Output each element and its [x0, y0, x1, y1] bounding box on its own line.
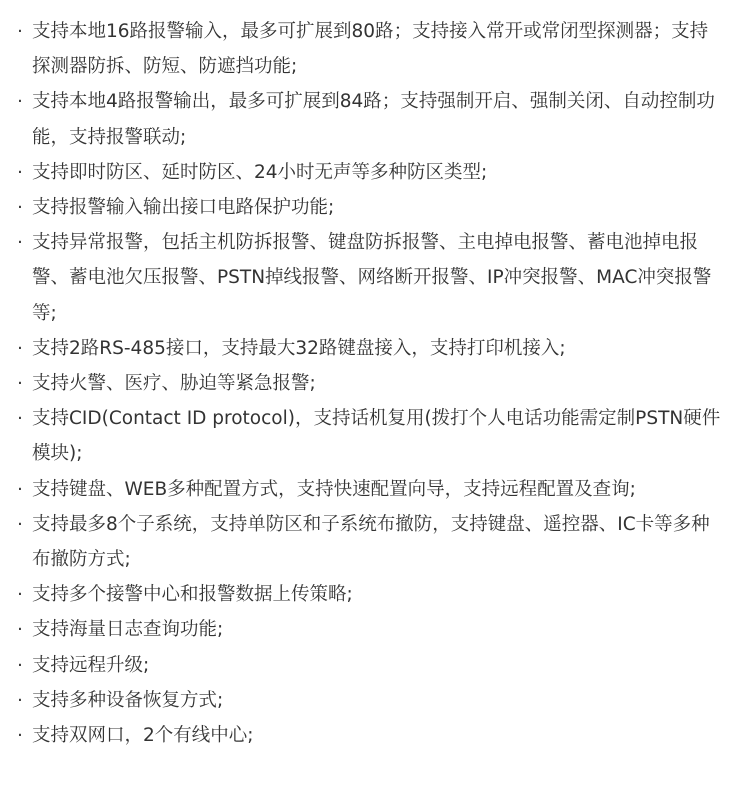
- feature-item: [12, 683, 726, 718]
- feature-item: [12, 718, 726, 753]
- bullet-icon: ·: [17, 478, 23, 500]
- feature-text: 支持报警输入输出接口电路保护功能;: [32, 197, 335, 219]
- feature-item: [12, 507, 726, 577]
- feature-item: [12, 84, 726, 154]
- feature-item: [12, 190, 726, 225]
- bullet-icon: ·: [17, 21, 23, 42]
- feature-item: [12, 366, 726, 401]
- feature-item: [12, 648, 726, 683]
- feature-text: 支持本地16路报警输入，最多可扩展到80路；支持接入常开或常闭型探测器；支持探测器防拆、防短、防遮挡功能;: [32, 21, 709, 78]
- feature-text: 支持本地4路报警输出，最多可扩展到84路；支持强制开启、强制关闭、自动控制功能，支持报警联动;: [32, 91, 715, 148]
- feature-item: [12, 612, 726, 647]
- bullet-icon: ·: [17, 337, 23, 359]
- feature-text: 支持CID(Contact ID protocol)，支持话机复用(拨打个人电话功能需定制PSTN硬件模块);: [32, 408, 721, 465]
- feature-item: [12, 14, 726, 84]
- bullet-icon: ·: [17, 513, 23, 535]
- bullet-icon: ·: [17, 619, 23, 641]
- bullet-icon: ·: [17, 584, 23, 606]
- feature-text: 支持最多8个子系统，支持单防区和子系统布撤防，支持键盘、遥控器、IC卡等多种布撤防方式;: [32, 513, 710, 571]
- feature-text: 支持异常报警，包括主机防拆报警、键盘防拆报警、主电掉电报警、蓄电池掉电报警、蓄电池欠压报警、PSTN掉线报警、网络断开报警、IP冲突报警、MAC冲突报警等;: [32, 232, 712, 324]
- feature-text: 支持多种设备恢复方式;: [32, 689, 224, 711]
- bullet-icon: ·: [17, 373, 23, 395]
- bullet-icon: ·: [17, 161, 23, 183]
- feature-text: 支持火警、医疗、胁迫等紧急报警;: [32, 373, 316, 395]
- feature-item: [12, 577, 726, 612]
- feature-text: 支持双网口，2个有线中心;: [32, 725, 254, 747]
- feature-item: [12, 331, 726, 366]
- bullet-icon: ·: [17, 689, 23, 711]
- feature-text: 支持远程升级;: [32, 654, 150, 676]
- feature-item: [12, 225, 726, 331]
- bullet-icon: ·: [17, 654, 23, 676]
- feature-text: 支持键盘、WEB多种配置方式，支持快速配置向导，支持远程配置及查询;: [32, 478, 636, 500]
- bullet-icon: ·: [17, 91, 23, 113]
- feature-text: 支持多个接警中心和报警数据上传策略;: [32, 584, 353, 606]
- feature-item: [12, 472, 726, 507]
- bullet-icon: ·: [17, 232, 23, 254]
- bullet-icon: ·: [17, 197, 23, 219]
- feature-text: 支持即时防区、延时防区、24小时无声等多种防区类型;: [32, 161, 488, 183]
- feature-text: 支持海量日志查询功能;: [32, 619, 224, 641]
- feature-item: [12, 401, 726, 471]
- feature-text: 支持2路RS-485接口，支持最大32路键盘接入，支持打印机接入;: [32, 337, 566, 359]
- feature-item: [12, 155, 726, 190]
- bullet-icon: ·: [17, 408, 23, 430]
- feature-list: [12, 14, 726, 753]
- bullet-icon: ·: [17, 725, 23, 747]
